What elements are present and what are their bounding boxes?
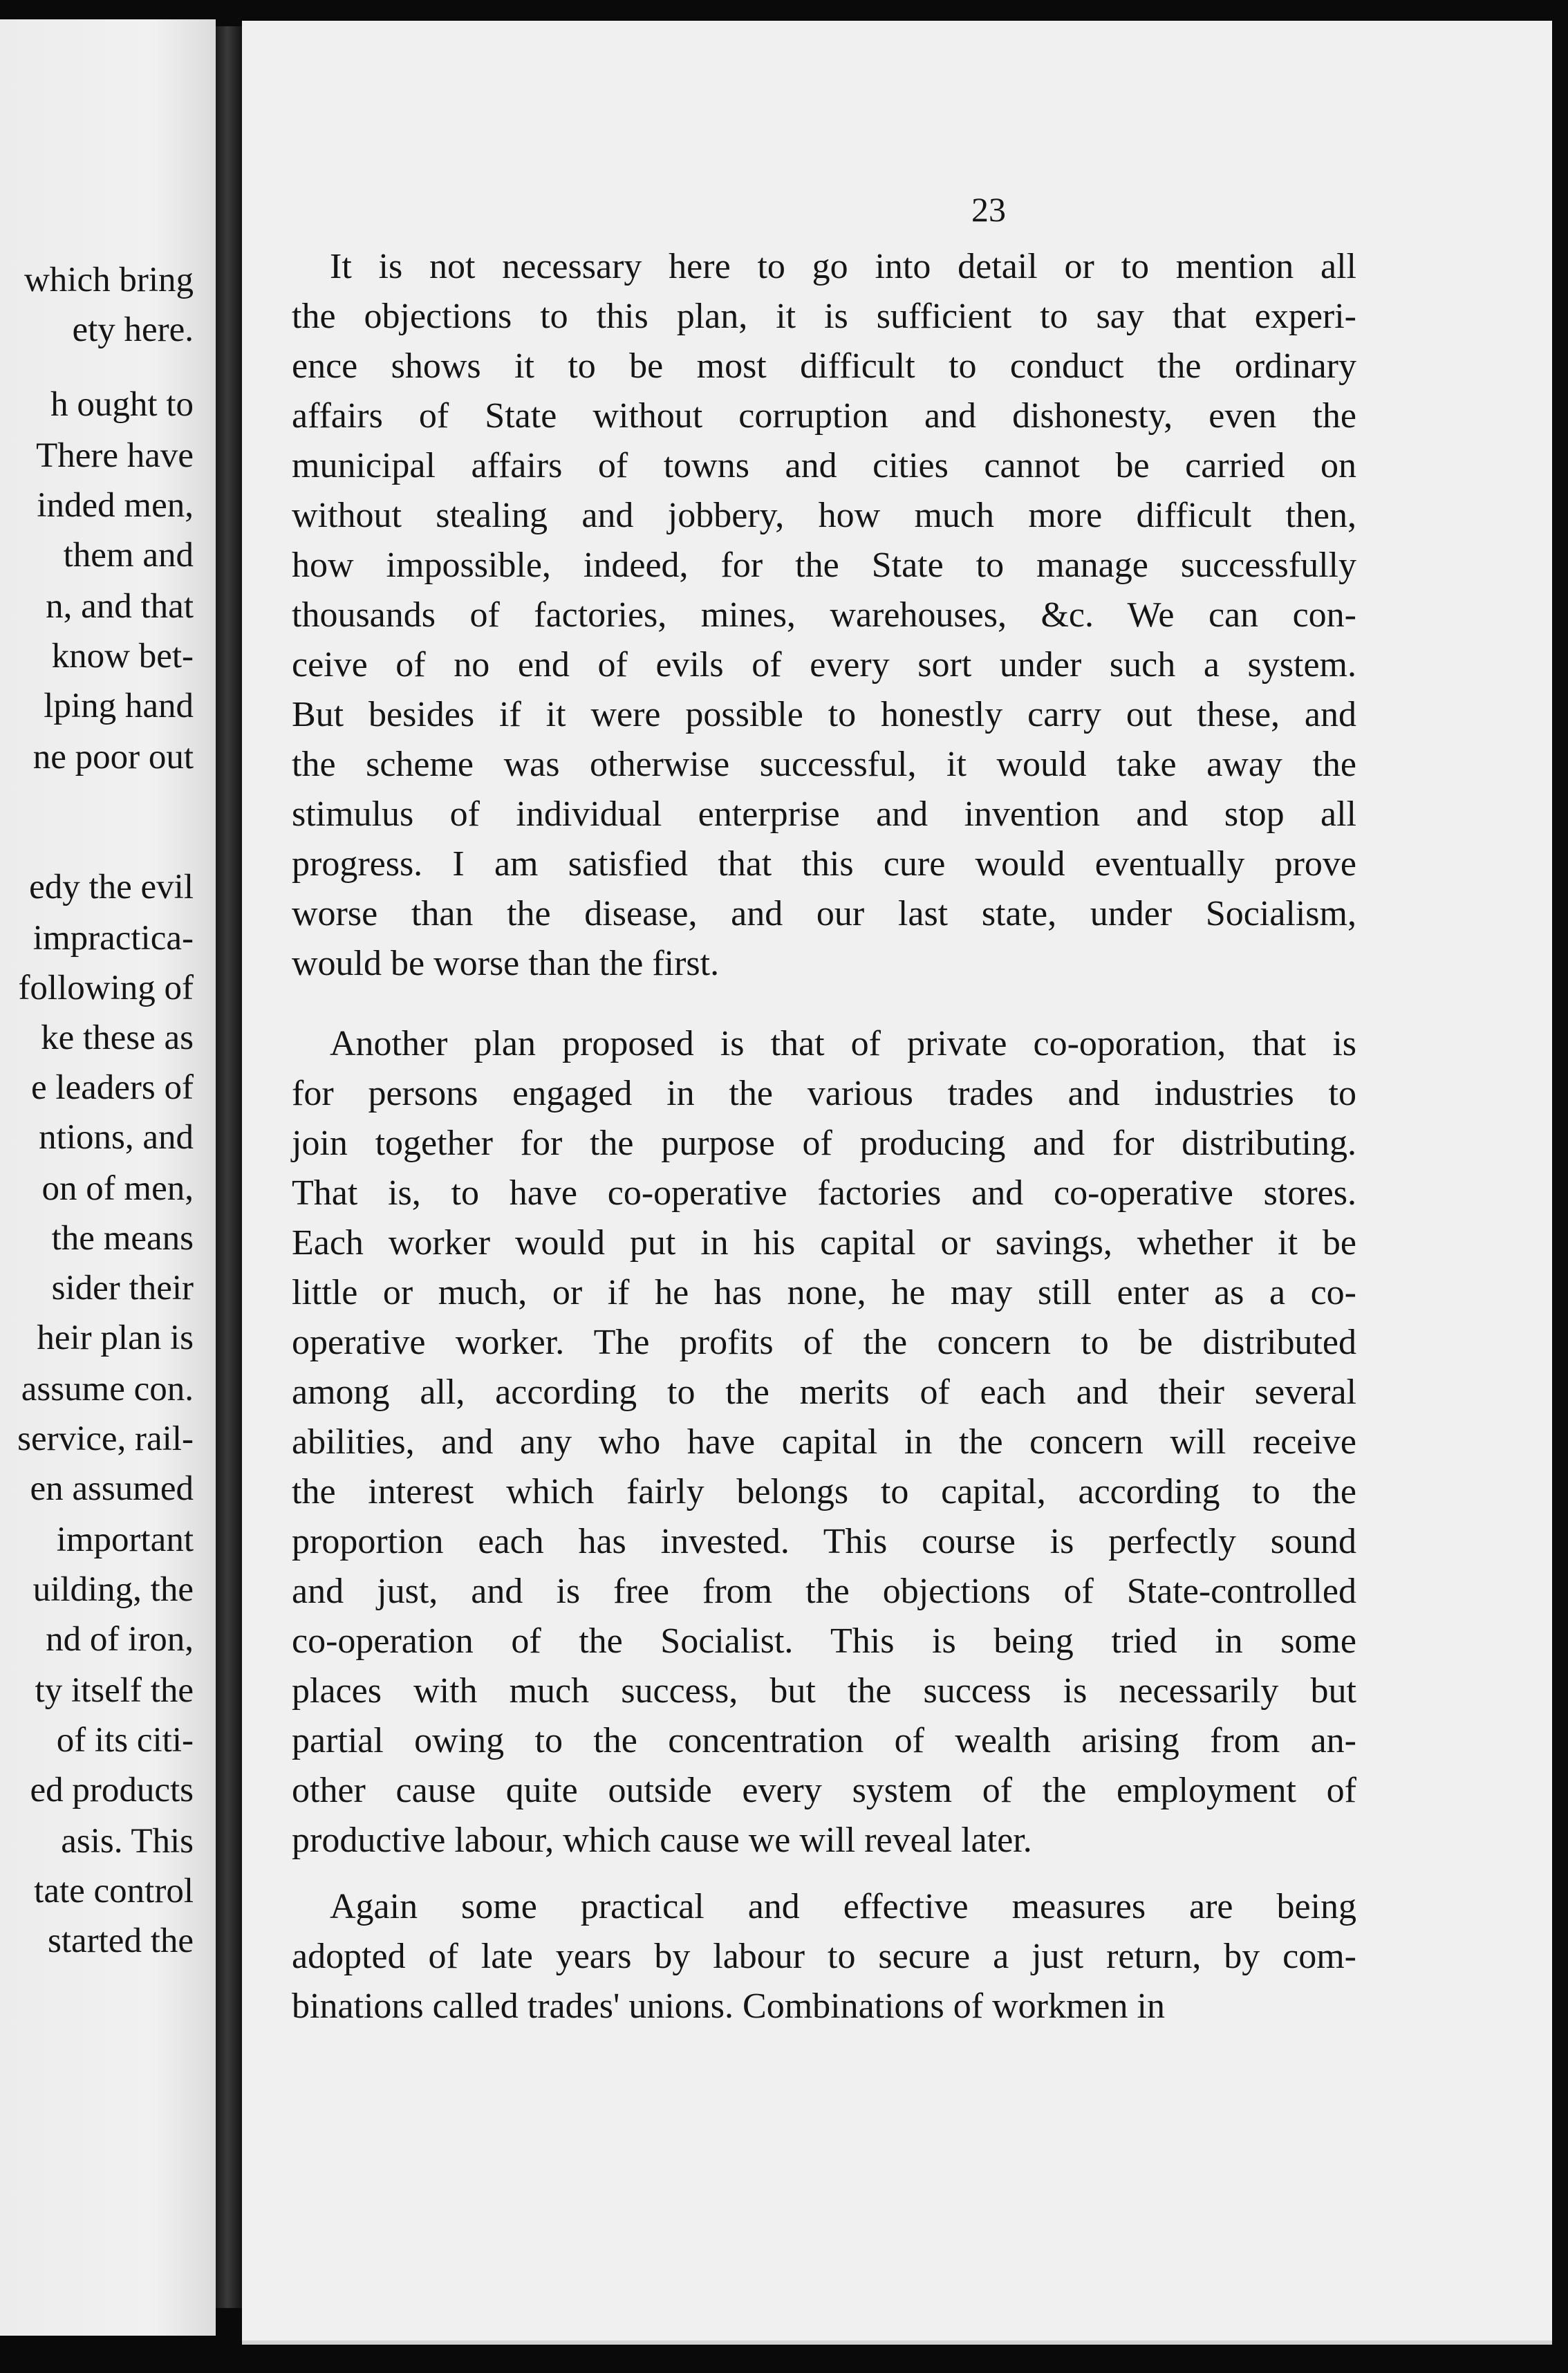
left-page-line: h ought to	[50, 385, 194, 424]
text-line: other cause quite outside every system of the employment of	[292, 1771, 1356, 1810]
left-page-line: sider their	[51, 1269, 194, 1308]
text-line: productive labour, which cause we will reveal later.	[292, 1821, 1032, 1860]
left-page-line: nd of iron,	[46, 1620, 194, 1659]
text-line: places with much success, but the success is necessarily but	[292, 1671, 1356, 1711]
page-number: 23	[971, 190, 1006, 229]
left-page-line: ntions, and	[39, 1118, 194, 1157]
text-line: co-operation of the Socialist. This is being tried in some	[292, 1621, 1356, 1661]
left-page-line: assume con.	[21, 1370, 194, 1408]
left-page-line: following of	[18, 969, 194, 1007]
left-page-line: There have	[36, 436, 194, 475]
text-line: proportion each has invested. This course is perfectly sound	[292, 1522, 1356, 1561]
left-page-line: edy the evil	[29, 868, 194, 906]
left-page-line: know bet-	[51, 637, 194, 676]
text-line: abilities, and any who have capital in the concern will receive	[292, 1422, 1356, 1462]
left-page-line: ety here.	[72, 310, 194, 349]
text-line: worse than the disease, and our last state, under Socialism,	[292, 894, 1356, 933]
text-line: the scheme was otherwise successful, it would take away the	[292, 745, 1356, 784]
text-line: Each worker would put in his capital or savings, whether it be	[292, 1223, 1356, 1263]
left-page-line: inded men,	[37, 486, 194, 525]
left-page-line: impractica-	[32, 919, 194, 958]
left-page-line: lping hand	[44, 687, 194, 725]
text-line: progress. I am satisfied that this cure would eventually prove	[292, 844, 1356, 884]
left-page-line: e leaders of	[30, 1068, 194, 1107]
text-line: Another plan proposed is that of private co-oporation, that is	[330, 1024, 1356, 1063]
text-line: little or much, or if he has none, he may still enter as a co-	[292, 1273, 1356, 1312]
text-line: affairs of State without corruption and dishonesty, even the	[292, 396, 1356, 436]
left-page-line: ke these as	[41, 1018, 194, 1057]
text-line: That is, to have co-operative factories and co-operative stores.	[292, 1173, 1356, 1213]
left-page-line: the means	[51, 1219, 194, 1258]
text-line: the interest which fairly belongs to capital, according to the	[292, 1472, 1356, 1511]
left-page-line: tate control	[34, 1872, 194, 1910]
text-line: for persons engaged in the various trades and industries to	[292, 1074, 1356, 1113]
left-page	[0, 19, 216, 2336]
left-page-line: n, and that	[46, 587, 194, 626]
left-page-line: important	[56, 1520, 194, 1559]
text-line: stimulus of individual enterprise and invention and stop all	[292, 794, 1356, 834]
text-line: the objections to this plan, it is sufficient to say that experi-	[292, 297, 1356, 336]
text-line: Again some practical and effective measures are being	[330, 1887, 1356, 1926]
left-page-line: them and	[63, 536, 194, 575]
text-line: ceive of no end of evils of every sort under such a system.	[292, 645, 1356, 685]
left-page-line: uilding, the	[32, 1570, 194, 1609]
text-line: and just, and is free from the objections of State-controlled	[292, 1572, 1356, 1611]
text-line: municipal affairs of towns and cities cannot be carried on	[292, 446, 1356, 485]
text-line: partial owing to the concentration of wealth arising from an-	[292, 1721, 1356, 1760]
left-page-line: en assumed	[30, 1469, 194, 1508]
text-line: binations called trades' unions. Combinations of workmen in	[292, 1986, 1165, 2026]
left-page-line: heir plan is	[37, 1319, 194, 1357]
left-page-line: service, rail-	[17, 1420, 194, 1458]
text-line: thousands of factories, mines, warehouses, &c. We can con-	[292, 595, 1356, 635]
text-line: operative worker. The profits of the concern to be distributed	[292, 1323, 1356, 1362]
text-line: It is not necessary here to go into detail or to mention all	[330, 247, 1356, 286]
left-page-line: started the	[48, 1921, 194, 1960]
text-line: But besides if it were possible to honestly carry out these, and	[292, 695, 1356, 734]
text-line: would be worse than the first.	[292, 944, 720, 983]
left-page-line: asis. This	[61, 1822, 194, 1861]
left-page-line: which bring	[24, 261, 194, 299]
left-page-line: ne poor out	[32, 738, 194, 776]
text-line: join together for the purpose of producing and for distributing.	[292, 1124, 1356, 1163]
text-line: how impossible, indeed, for the State to manage successfully	[292, 546, 1356, 585]
text-line: adopted of late years by labour to secure a just return, by com-	[292, 1937, 1356, 1976]
text-line: without stealing and jobbery, how much more difficult then,	[292, 496, 1356, 535]
left-page-line: on of men,	[41, 1169, 194, 1208]
text-line: among all, according to the merits of each and their several	[292, 1372, 1356, 1412]
text-line: ence shows it to be most difficult to conduct the ordinary	[292, 346, 1356, 386]
book-gutter	[216, 26, 242, 2308]
left-page-line: ed products	[30, 1771, 194, 1809]
left-page-line: of its citi-	[56, 1721, 194, 1760]
left-page-line: ty itself the	[35, 1671, 194, 1710]
